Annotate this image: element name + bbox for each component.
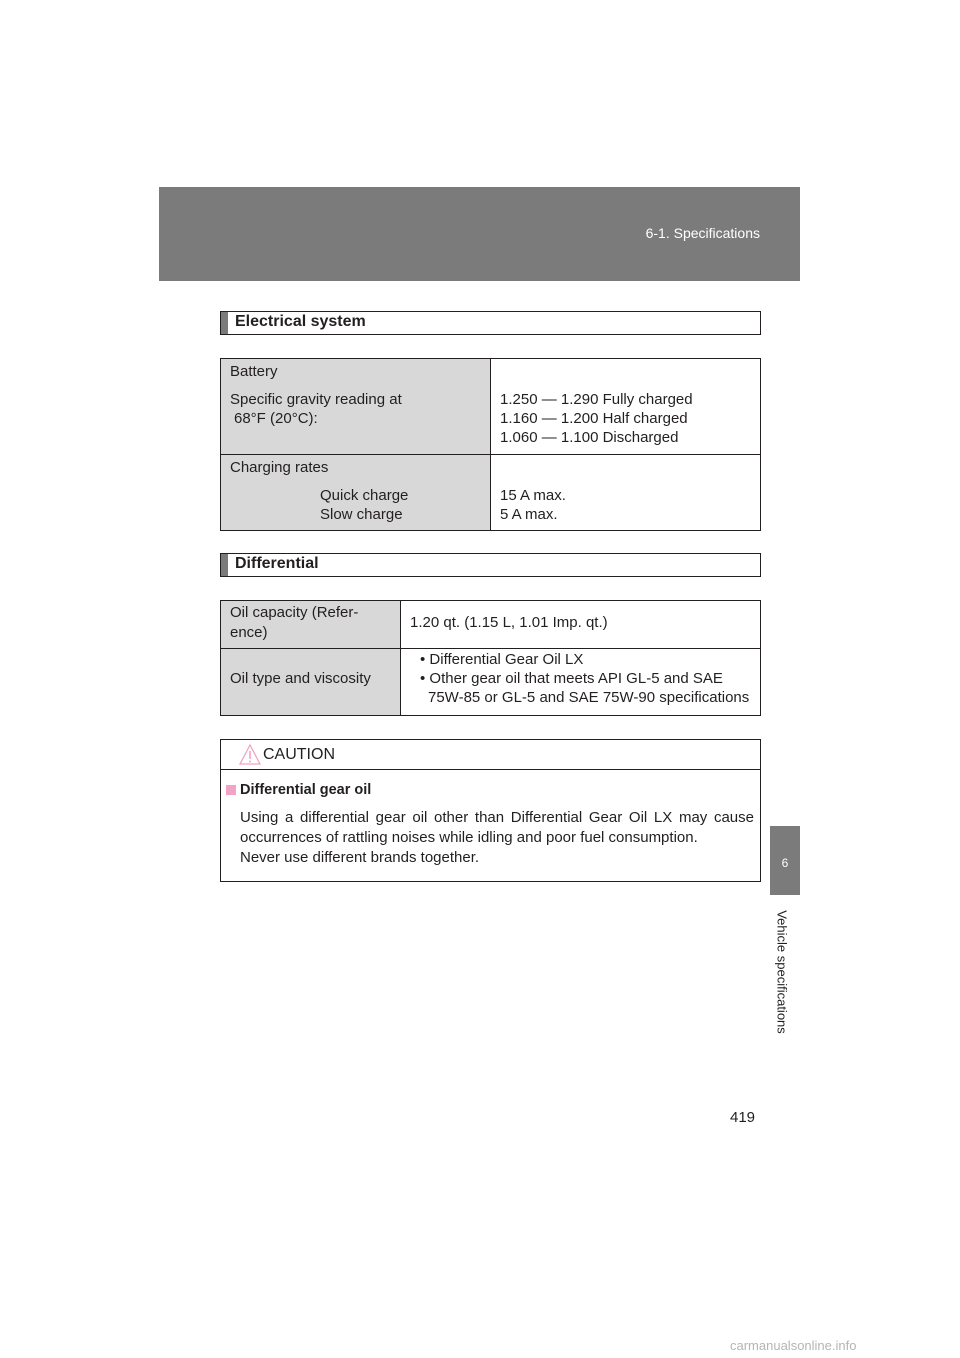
chapter-tab <box>770 826 800 895</box>
battery-label-cell <box>221 359 491 454</box>
gravity-value-discharged: 1.060 — 1.100 Discharged <box>500 429 679 446</box>
caution-paragraph-2: Never use different brands together. <box>240 849 480 866</box>
oil-capacity-row <box>221 601 760 648</box>
gravity-label-line-2: 68°F (20°C): <box>234 410 318 427</box>
oil-capacity-label-cell <box>221 601 401 648</box>
oil-capacity-label-line-2: ence) <box>230 624 268 641</box>
quick-charge-label: Quick charge <box>320 487 409 504</box>
caution-box <box>220 739 761 882</box>
quick-charge-value: 15 A max. <box>500 487 566 504</box>
heading-marker <box>221 312 228 334</box>
slow-charge-label: Slow charge <box>320 506 403 523</box>
electrical-system-table <box>220 358 761 531</box>
chapter-side-label <box>773 902 791 1042</box>
watermark: carmanualsonline.info <box>730 1338 857 1353</box>
electrical-system-title: Electrical system <box>235 313 366 330</box>
warning-triangle-icon <box>239 744 261 765</box>
differential-table <box>220 600 761 716</box>
caution-subtitle: Differential gear oil <box>240 782 372 798</box>
gravity-value-half: 1.160 — 1.200 Half charged <box>500 410 688 427</box>
gravity-label-line-1: Specific gravity reading at <box>230 391 402 408</box>
section-title: 6-1. Specifications <box>645 225 760 241</box>
caution-header <box>221 740 760 770</box>
caution-paragraph-1: Using a differential gear oil other than Differential Gear Oil LX may cause occurrences of rattling noises while idling and poor fuel consumption. <box>240 809 754 846</box>
oil-type-value-3: 75W-85 or GL-5 and SAE 75W-90 specifications <box>428 689 750 706</box>
oil-type-label-cell <box>221 649 401 715</box>
differential-heading <box>220 553 761 577</box>
oil-capacity-label-line-1: Oil capacity (Refer- <box>230 604 359 621</box>
oil-type-value-2: • Other gear oil that meets API GL-5 and SAE <box>420 670 723 687</box>
heading-marker <box>221 554 228 576</box>
caution-title: CAUTION <box>263 746 335 763</box>
pink-square-bullet-icon <box>226 785 236 795</box>
oil-type-row <box>221 648 760 715</box>
battery-row <box>221 359 760 454</box>
chapter-header-bar <box>159 187 800 281</box>
caution-body <box>240 808 754 868</box>
charging-label-cell <box>221 455 491 530</box>
chapter-tab-number: 6 <box>781 856 789 870</box>
oil-capacity-value: 1.20 qt. (1.15 L, 1.01 Imp. qt.) <box>410 614 608 631</box>
battery-label: Battery <box>230 363 278 380</box>
slow-charge-value: 5 A max. <box>500 506 558 523</box>
oil-type-value-1: • Differential Gear Oil LX <box>420 651 584 668</box>
oil-type-label: Oil type and viscosity <box>230 670 371 687</box>
electrical-system-heading <box>220 311 761 335</box>
chapter-side-label-text: Vehicle specifications <box>774 910 790 1034</box>
page-number: 419 <box>730 1109 756 1126</box>
gravity-value-full: 1.250 — 1.290 Fully charged <box>500 391 693 408</box>
charging-row <box>221 454 760 530</box>
charging-label: Charging rates <box>230 459 329 476</box>
differential-title: Differential <box>235 555 319 572</box>
